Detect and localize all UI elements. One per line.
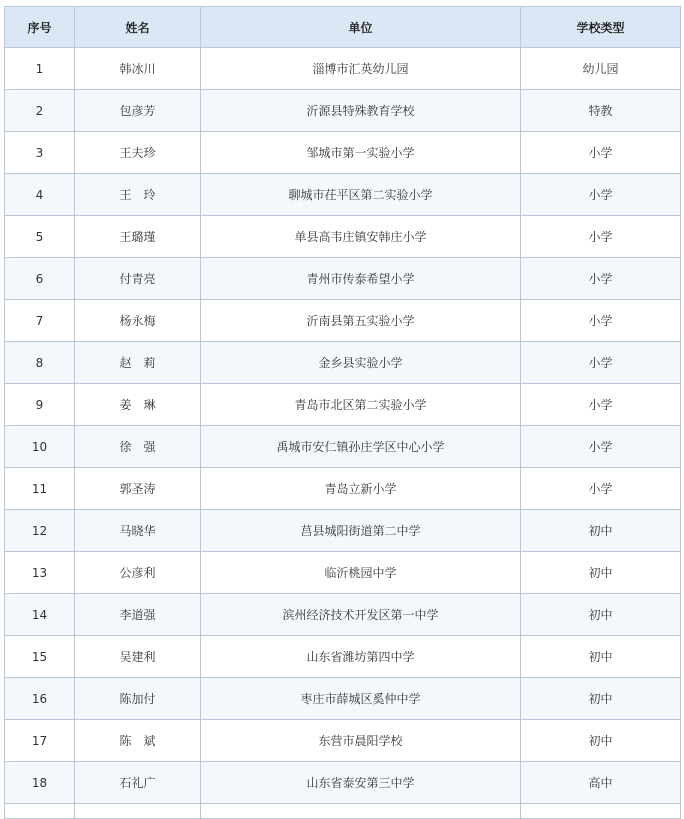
table-row (5, 720, 681, 762)
cell-number: 8 (5, 342, 75, 384)
cell-unit: 青岛市北区第二实验小学 (201, 384, 521, 426)
cell-number: 12 (5, 510, 75, 552)
cell-school-type: 高中 (521, 762, 681, 804)
cell-unit: 单县高韦庄镇安韩庄小学 (201, 216, 521, 258)
cell-school-type: 初中 (521, 720, 681, 762)
cell-number: 9 (5, 384, 75, 426)
cell-number: 3 (5, 132, 75, 174)
cell-school-type: 小学 (521, 468, 681, 510)
cell-unit: 沂源县特殊教育学校 (201, 90, 521, 132)
cell-name: 包彦芳 (75, 90, 201, 132)
cell-school-type: 初中 (521, 678, 681, 720)
personnel-table (4, 6, 681, 819)
cell-school-type: 初中 (521, 594, 681, 636)
cell-unit: 东营市晨阳学校 (201, 720, 521, 762)
cell-number: 13 (5, 552, 75, 594)
cell-name: 赵 莉 (75, 342, 201, 384)
cell-school-type: 小学 (521, 174, 681, 216)
cell-school-type: 初中 (521, 636, 681, 678)
table-row (5, 510, 681, 552)
cell-school-type: 小学 (521, 384, 681, 426)
cell-name: 陈加付 (75, 678, 201, 720)
cell-name: 陈 斌 (75, 720, 201, 762)
header-unit: 单位 (201, 7, 521, 48)
table-row (5, 258, 681, 300)
cell-unit: 山东省潍坊第四中学 (201, 636, 521, 678)
cell-name: 石礼广 (75, 762, 201, 804)
table-row (5, 174, 681, 216)
cell-number: 10 (5, 426, 75, 468)
cell-unit: 沂南县第五实验小学 (201, 300, 521, 342)
cell-name: 吴建利 (75, 636, 201, 678)
table-row (5, 762, 681, 804)
cell-school-type: 初中 (521, 552, 681, 594)
table-row (5, 300, 681, 342)
table-row (5, 426, 681, 468)
cell-name: 郭圣涛 (75, 468, 201, 510)
empty-cell (5, 804, 75, 819)
cell-school-type: 小学 (521, 258, 681, 300)
cell-unit: 青岛立新小学 (201, 468, 521, 510)
cell-name: 杨永梅 (75, 300, 201, 342)
cell-unit: 禹城市安仁镇孙庄学区中心小学 (201, 426, 521, 468)
empty-cell (201, 804, 521, 819)
table-row (5, 468, 681, 510)
cell-name: 李道强 (75, 594, 201, 636)
cell-number: 4 (5, 174, 75, 216)
table-header (5, 7, 681, 48)
table-row (5, 342, 681, 384)
table-row (5, 594, 681, 636)
cell-number: 7 (5, 300, 75, 342)
cell-number: 14 (5, 594, 75, 636)
cell-school-type: 小学 (521, 216, 681, 258)
empty-cell (521, 804, 681, 819)
personnel-table-container (4, 6, 680, 819)
cell-unit: 聊城市茌平区第二实验小学 (201, 174, 521, 216)
table-row (5, 678, 681, 720)
cell-name: 公彦利 (75, 552, 201, 594)
table-row (5, 90, 681, 132)
cell-name: 姜 琳 (75, 384, 201, 426)
cell-unit: 临沂桃园中学 (201, 552, 521, 594)
cell-number: 5 (5, 216, 75, 258)
table-row (5, 216, 681, 258)
cell-name: 徐 强 (75, 426, 201, 468)
cell-school-type: 初中 (521, 510, 681, 552)
header-school-type: 学校类型 (521, 7, 681, 48)
cell-unit: 滨州经济技术开发区第一中学 (201, 594, 521, 636)
table-row (5, 552, 681, 594)
cell-name: 韩冰川 (75, 48, 201, 90)
cell-school-type: 幼儿园 (521, 48, 681, 90)
table-row (5, 48, 681, 90)
cell-name: 王 玲 (75, 174, 201, 216)
cell-school-type: 特教 (521, 90, 681, 132)
cell-number: 16 (5, 678, 75, 720)
cell-unit: 青州市传泰希望小学 (201, 258, 521, 300)
cell-name: 付青亮 (75, 258, 201, 300)
cell-unit: 淄博市汇英幼儿园 (201, 48, 521, 90)
table-row (5, 636, 681, 678)
cell-number: 15 (5, 636, 75, 678)
empty-cell (75, 804, 201, 819)
cell-number: 6 (5, 258, 75, 300)
cell-school-type: 小学 (521, 426, 681, 468)
table-row (5, 132, 681, 174)
cell-number: 2 (5, 90, 75, 132)
cell-school-type: 小学 (521, 342, 681, 384)
table-row (5, 384, 681, 426)
cell-name: 王夫珍 (75, 132, 201, 174)
cell-school-type: 小学 (521, 132, 681, 174)
cell-unit: 山东省泰安第三中学 (201, 762, 521, 804)
cell-school-type: 小学 (521, 300, 681, 342)
cell-number: 17 (5, 720, 75, 762)
header-name: 姓名 (75, 7, 201, 48)
table-row-partial (5, 804, 681, 819)
table-body (5, 48, 681, 819)
cell-unit: 邹城市第一实验小学 (201, 132, 521, 174)
cell-name: 马晓华 (75, 510, 201, 552)
cell-unit: 金乡县实验小学 (201, 342, 521, 384)
cell-number: 18 (5, 762, 75, 804)
cell-number: 1 (5, 48, 75, 90)
cell-name: 王璐瑾 (75, 216, 201, 258)
cell-unit: 枣庄市薛城区奚仲中学 (201, 678, 521, 720)
cell-unit: 莒县城阳街道第二中学 (201, 510, 521, 552)
header-number: 序号 (5, 7, 75, 48)
header-row (5, 7, 681, 48)
cell-number: 11 (5, 468, 75, 510)
